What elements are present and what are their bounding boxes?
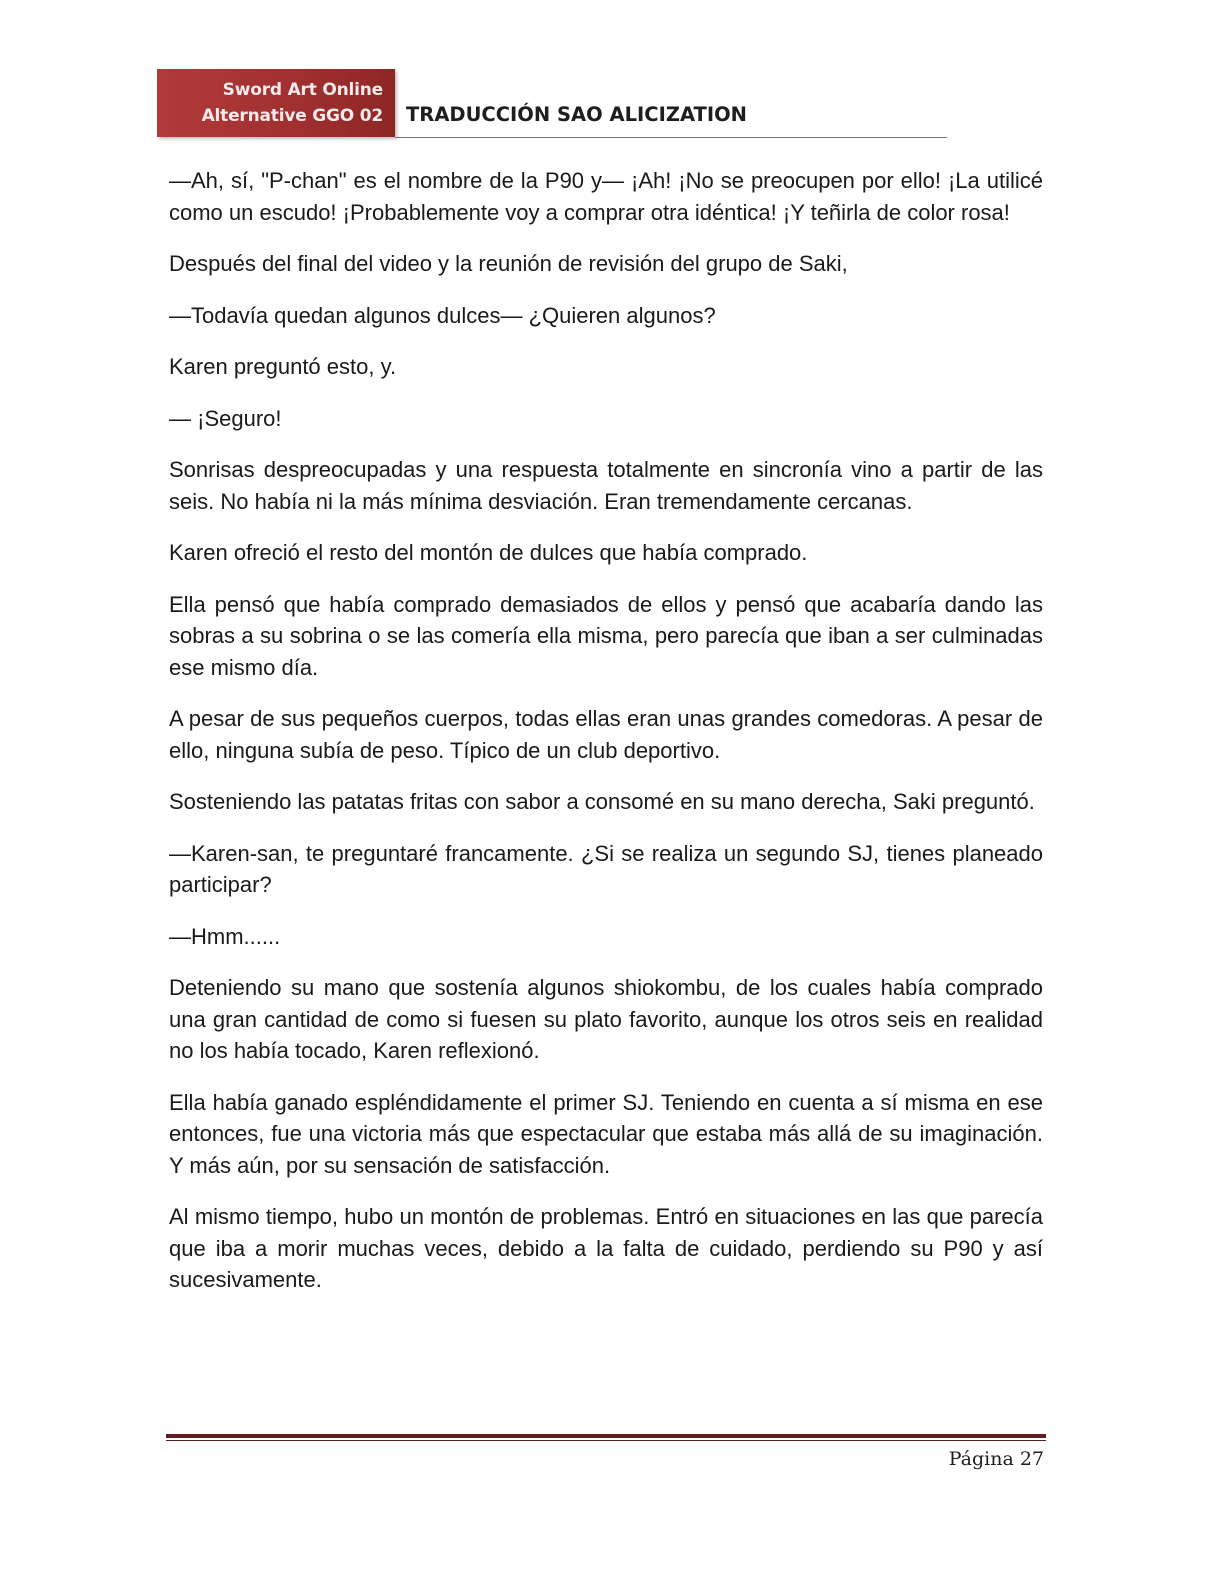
header-title: TRADUCCIÓN SAO ALICIZATION (406, 103, 748, 126)
paragraph: Sonrisas despreocupadas y una respuesta totalmente en sincronía vino a partir de las seis. No había ni la más mínima desviación. Eran tremendamente cercanas. (169, 457, 1043, 514)
series-title: Sword Art Online (222, 80, 383, 100)
paragraph: Sosteniendo las patatas fritas con sabor a consomé en su mano derecha, Saki preguntó. (169, 789, 1035, 814)
series-badge (157, 69, 395, 137)
paragraph: Ella había ganado espléndidamente el primer SJ. Teniendo en cuenta a sí misma en ese entonces, fue una victoria más que espectacular que estaba más allá de su imaginación. Y más aún, por su sensación de satisfacción. (169, 1089, 1043, 1178)
paragraph: —Karen-san, te preguntaré francamente. ¿Si se realiza un segundo SJ, tienes planeado participar? (169, 840, 1043, 897)
paragraph: Karen preguntó esto, y. (169, 354, 397, 379)
paragraph: —Ah, sí, "P-chan" es el nombre de la P90 y— ¡Ah! ¡No se preocupen por ello! ¡La utilicé como un escudo! ¡Probablemente voy a comprar otra idéntica! ¡Y teñirla de color rosa! (169, 168, 1043, 225)
footer-divider-thin (166, 1440, 1046, 1441)
paragraph: Deteniendo su mano que sostenía algunos shiokombu, de los cuales había comprado una gran cantidad de como si fuesen su plato favorito, aunque los otros seis en realidad no los había tocado, Karen reflexionó. (169, 975, 1043, 1063)
paragraph: Al mismo tiempo, hubo un montón de problemas. Entró en situaciones en las que parecía que iba a morir muchas veces, debido a la falta de cuidado, perdiendo su P90 y así sucesivamente. (169, 1204, 1043, 1292)
paragraph: —Hmm...... (169, 923, 281, 949)
paragraph: Karen ofreció el resto del montón de dulces que había comprado. (169, 540, 808, 565)
page-header (157, 69, 947, 139)
page-number: Página 27 (948, 1448, 1044, 1470)
paragraph: —Todavía quedan algunos dulces— ¿Quieren algunos? (169, 302, 716, 328)
page-body (169, 165, 1043, 1316)
paragraph: A pesar de sus pequeños cuerpos, todas ellas eran unas grandes comedoras. A pesar de ello, ninguna subía de peso. Típico de un club deportivo. (169, 706, 1043, 763)
paragraph: Después del final del video y la reunión de revisión del grupo de Saki, (169, 251, 848, 276)
paragraph: — ¡Seguro! (169, 405, 282, 431)
volume-title: Alternative GGO 02 (201, 106, 383, 126)
paragraph: Ella pensó que había comprado demasiados de ellos y pensó que acabaría dando las sobras a su sobrina o se las comería ella misma, pero parecía que iban a ser culminadas ese mismo día. (169, 591, 1043, 680)
header-divider (395, 137, 947, 138)
footer-divider-thick (166, 1434, 1046, 1438)
